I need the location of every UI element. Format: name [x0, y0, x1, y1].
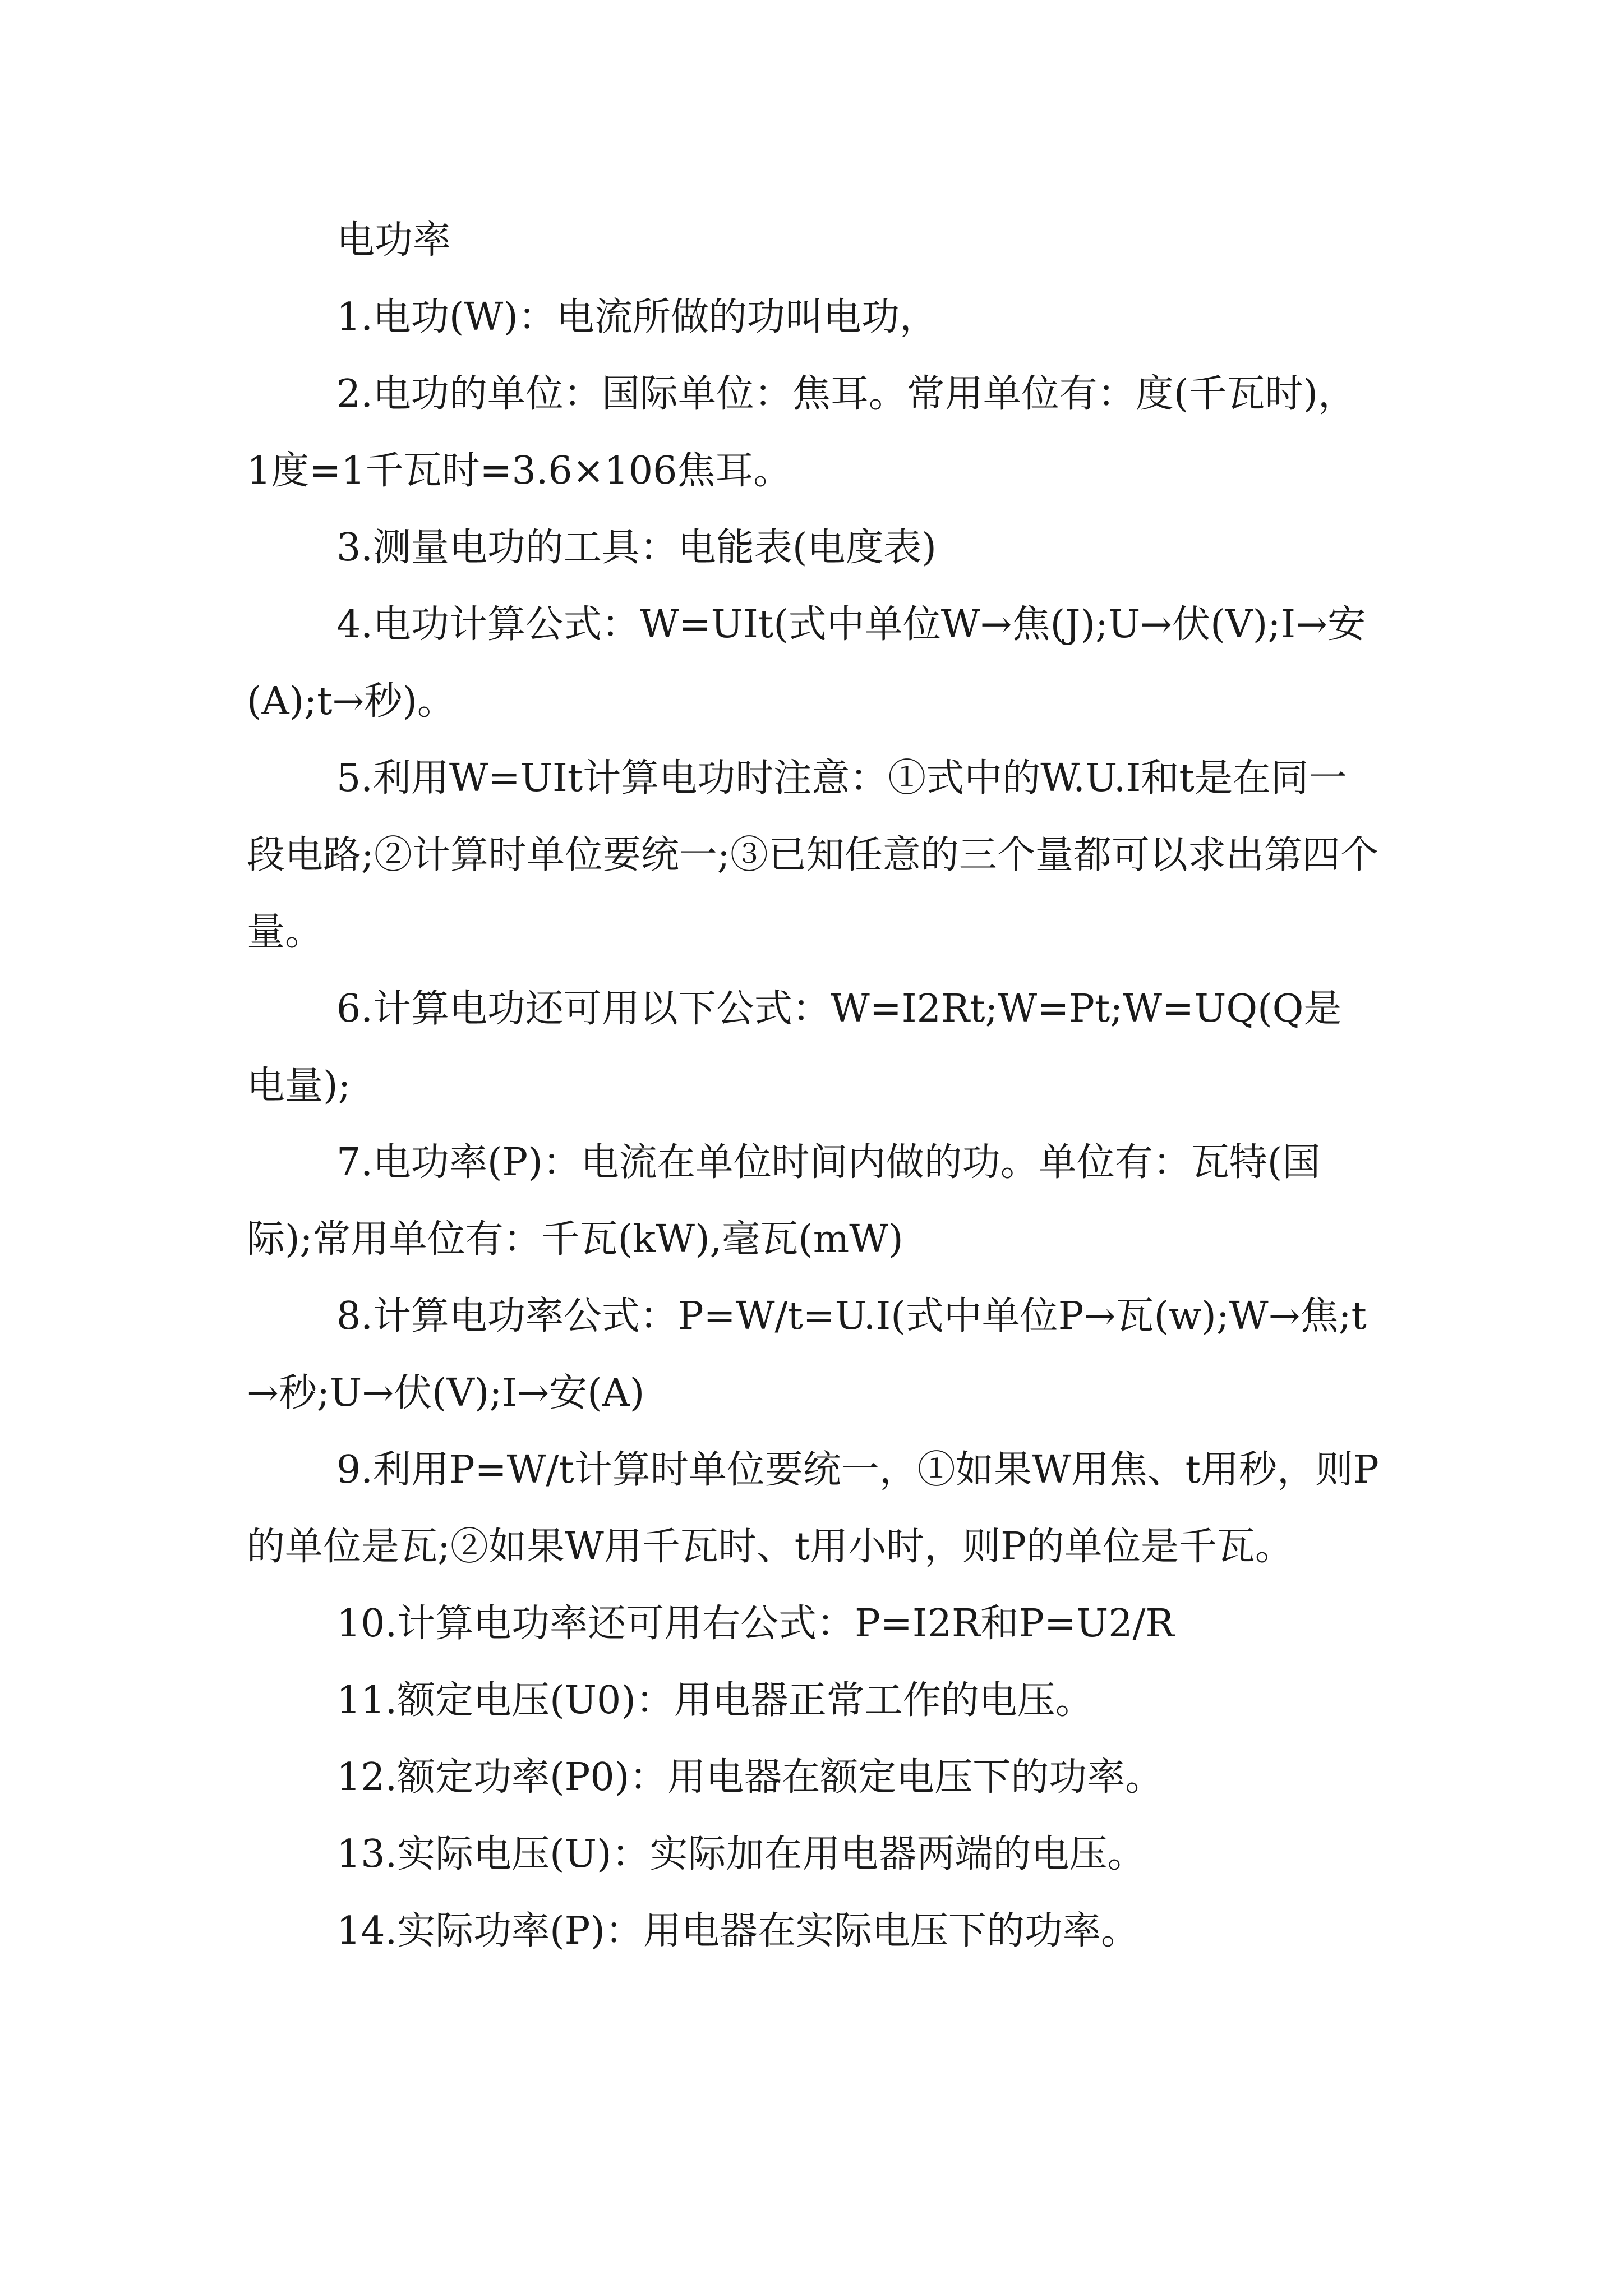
- paragraph-4: 4.电功计算公式：W=UIt(式中单位W→焦(J);U→伏(V);I→安(A);t→秒)。: [247, 602, 1366, 724]
- paragraph-11: 11.额定电压(U0)：用电器正常工作的电压。: [336, 1678, 1094, 1723]
- paragraph-6: 6.计算电功还可用以下公式：W=I2Rt;W=Pt;W=UQ(Q是电量);: [247, 987, 1342, 1108]
- paragraph-9: 9.利用P=W/t计算时单位要统一，①如果W用焦、t用秒，则P的单位是瓦;②如果W用千瓦时、t用小时，则P的单位是千瓦。: [247, 1448, 1379, 1569]
- document-title: 电功率: [336, 218, 451, 263]
- document-page: [247, 202, 1380, 1970]
- paragraph-13: 13.实际电压(U)：实际加在用电器两端的电压。: [336, 1832, 1146, 1876]
- paragraph-10: 10.计算电功率还可用右公式：P=I2R和P=U2/R: [336, 1602, 1174, 1646]
- paragraph-2: 2.电功的单位：国际单位：焦耳。常用单位有：度(千瓦时)，1度=1千瓦时=3.6×106焦耳。: [247, 372, 1356, 493]
- paragraph-3: 3.测量电功的工具：电能表(电度表): [336, 526, 937, 570]
- paragraph-12: 12.额定功率(P0)：用电器在额定电压下的功率。: [336, 1755, 1164, 1800]
- paragraph-8: 8.计算电功率公式：P=W/t=U.I(式中单位P→瓦(w);W→焦;t→秒;U→伏(V);I→安(A): [247, 1294, 1367, 1415]
- paragraph-14: 14.实际功率(P)：用电器在实际电压下的功率。: [336, 1909, 1139, 1953]
- paragraph-5: 5.利用W=UIt计算电功时注意：①式中的W.U.I和t是在同一段电路;②计算时单位要统一;③已知任意的三个量都可以求出第四个量。: [247, 756, 1378, 954]
- paragraph-1: 1.电功(W)：电流所做的功叫电功，: [336, 295, 938, 339]
- paragraph-7: 7.电功率(P)：电流在单位时间内做的功。单位有：瓦特(国际);常用单位有：千瓦(kW),毫瓦(mW): [247, 1140, 1321, 1262]
